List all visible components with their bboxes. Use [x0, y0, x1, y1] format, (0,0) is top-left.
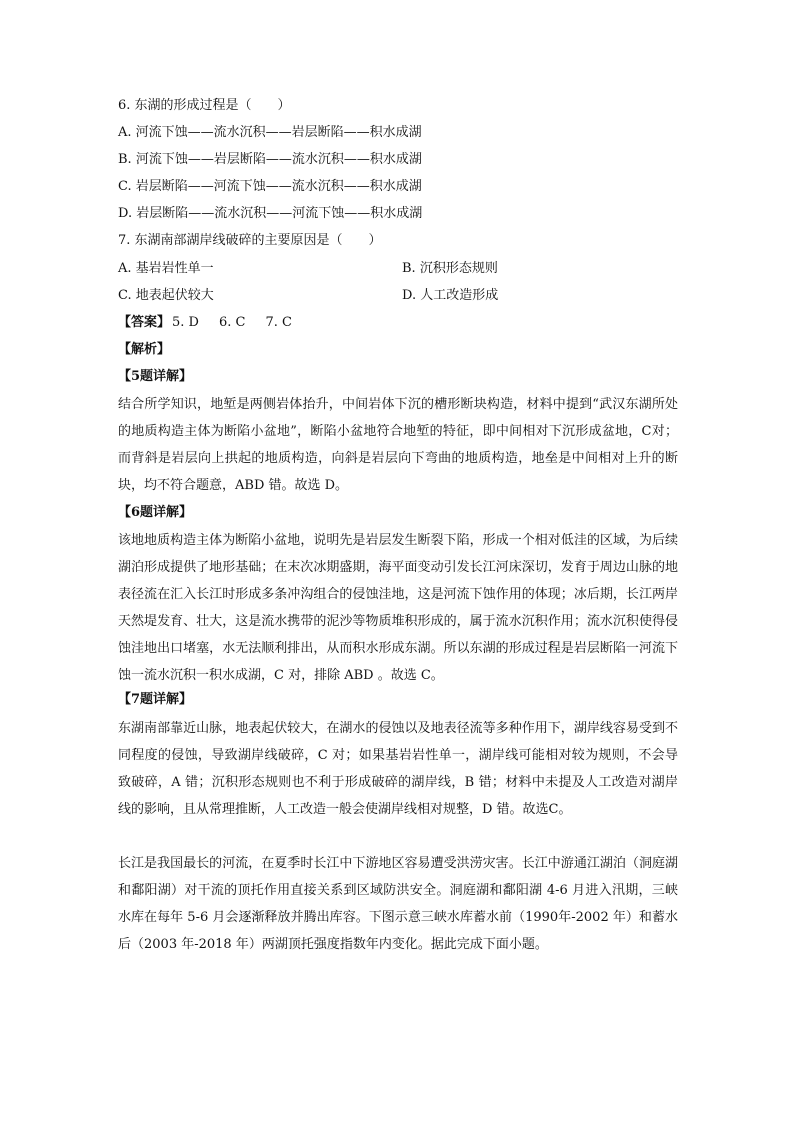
detail5-label: 【5题详解】 [118, 369, 193, 384]
answer-7: 7. C [265, 315, 292, 330]
q6-option-b: B. 河流下蚀——岩层断陷——流水沉积——积水成湖 [118, 152, 422, 167]
answer-label: 【答案】 [118, 315, 171, 330]
analysis-label: 【解析】 [118, 342, 171, 357]
answer-5: 5. D [172, 315, 199, 330]
q7-option-c: C. 地表起伏较大 [118, 288, 214, 303]
q7-option-b: B. 沉积形态规则 [402, 261, 498, 276]
q7-option-d: D. 人工改造形成 [402, 288, 499, 303]
detail5-text: 结合所学知识，地堑是两侧岩体抬升，中间岩体下沉的槽形断块构造，材料中提到“武汉东湖所处的地质构造主体为断陷小盆地”，断陷小盆地符合地堑的特征，即中间相对下沉形成盆地，C对；而背斜是岩层向上拱起的地质构造，向斜是岩层向下弯曲的地质构造，地垒是中间相对上升的断块，均不符合题意，ABD 错。故选 D。 [118, 397, 678, 493]
q6-option-a: A. 河流下蚀——流水沉积——岩层断陷——积水成湖 [118, 125, 422, 140]
q6-option-d: D. 岩层断陷——流水沉积——河流下蚀——积水成湖 [118, 206, 423, 221]
detail7-label: 【7题详解】 [118, 692, 193, 707]
answer-6: 6. C [218, 315, 246, 330]
q7-stem: 7. 东湖南部湖岸线破碎的主要原因是（ ） [118, 233, 382, 248]
detail6-text: 该地地质构造主体为断陷小盆地，说明先是岩层发生断裂下陷，形成一个相对低洼的区域，为后续湖泊形成提供了地形基础；在末次冰期盛期，海平面变动引发长江河床深切，发育于周边山脉的地表径流在汇入长江时形成多条冲沟组合的侵蚀洼地，这是河流下蚀作用的体现；冰后期，长江两岸天然堤发育、壮大，这是流水携带的泥沙等物质堆积形成的，属于流水沉积作用；流水沉积使得侵蚀洼地出口堵塞，水无法顺利排出，从而积水形成东湖。所以东湖的形成过程是岩层断陷一河流下蚀一流水沉积一积水成湖，C 对，排除 ABD 。故选 C。 [118, 533, 678, 683]
material-paragraph: 长江是我国最长的河流，在夏季时长江中下游地区容易遭受洪涝灾害。长江中游通江湖泊（洞庭湖和鄱阳湖）对干流的顶托作用直接关系到区域防洪安全。洞庭湖和鄱阳湖 4-6 月进入汛期，三峡水库在每年 5-6 月会逐渐释放并腾出库容。下图示意三峡水库蓄水前（1990年-2002 年）和蓄水后（2003 年-2018 年）两湖顶托强度指数年内变化。据此完成下面小题。 [118, 856, 678, 952]
q7-option-a: A. 基岩岩性单一 [118, 261, 214, 276]
answer-line [118, 313, 312, 333]
q6-stem: 6. 东湖的形成过程是（ ） [118, 98, 291, 113]
detail7-text: 东湖南部靠近山脉，地表起伏较大，在湖水的侵蚀以及地表径流等多种作用下，湖岸线容易受到不同程度的侵蚀，导致湖岸线破碎，C 对；如果基岩岩性单一，湖岸线可能相对较为规则，不会导致破碎，A 错；沉积形态规则也不利于形成破碎的湖岸线，B 错；材料中未提及人工改造对湖岸线的影响，且从常理推断，人工改造一般会使湖岸线相对规整，D 错。故选C。 [118, 721, 678, 817]
detail6-label: 【6题详解】 [118, 505, 193, 520]
q6-option-c: C. 岩层断陷——河流下蚀——流水沉积——积水成湖 [118, 179, 422, 194]
